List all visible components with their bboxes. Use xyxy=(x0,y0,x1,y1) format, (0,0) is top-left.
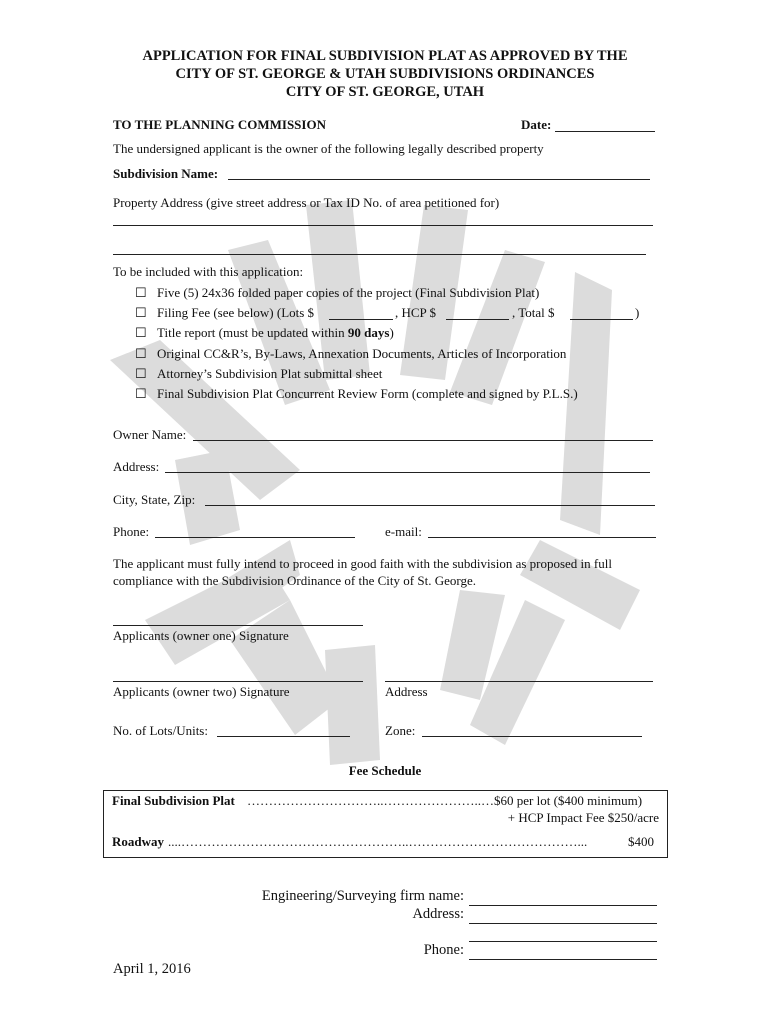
title-line-2: CITY OF ST. GEORGE & UTAH SUBDIVISIONS ORDINANCES xyxy=(175,66,595,82)
title-line-3: CITY OF ST. GEORGE, UTAH xyxy=(285,84,485,100)
property-address-field-1[interactable] xyxy=(113,225,653,226)
roadway-fee-label: Roadway xyxy=(112,834,165,849)
checklist-item-label: Five (5) 24x36 folded paper copies of the project (Final Subdivision Plat) xyxy=(157,285,540,300)
hcp-impact-fee: + HCP Impact Fee $250/acre xyxy=(507,810,659,825)
roadway-fee-amount: $400 xyxy=(628,834,654,849)
lots-units-label: No. of Lots/Units: xyxy=(113,723,208,738)
subdivision-name-field[interactable] xyxy=(228,179,650,180)
city-state-zip-label: City, State, Zip: xyxy=(113,492,196,507)
final-plat-dots: …………………………..…………………..… xyxy=(247,793,494,808)
phone-label: Phone: xyxy=(113,524,150,539)
title-report-days: 90 days xyxy=(347,325,390,340)
engineering-firm-label: Engineering/Surveying firm name: xyxy=(261,888,464,904)
roadway-dots: ....……………………………………………..…………………………………... xyxy=(168,834,588,849)
phone-field[interactable] xyxy=(155,537,355,538)
hcp-fee-field[interactable] xyxy=(446,319,509,320)
lots-fee-field[interactable] xyxy=(329,319,393,320)
checklist-item[interactable] xyxy=(135,305,314,321)
email-field[interactable] xyxy=(428,537,656,538)
engineering-address-field[interactable] xyxy=(469,923,657,924)
fee-schedule-heading: Fee Schedule xyxy=(348,763,422,778)
owner-two-signature-field[interactable] xyxy=(113,681,363,682)
engineering-phone-field[interactable] xyxy=(469,959,657,960)
checkbox-icon[interactable]: ☐ xyxy=(135,285,147,300)
hcp-label: , HCP $ xyxy=(395,305,437,320)
engineering-address-field-2[interactable] xyxy=(469,941,657,942)
final-plat-fee-label: Final Subdivision Plat xyxy=(112,793,235,808)
statement-line-2: compliance with the Subdivision Ordinance of the City of St. George. xyxy=(113,573,476,588)
owner-one-signature-label: Applicants (owner one) Signature xyxy=(113,628,289,643)
checklist-item-label: Original CC&R’s, By-Laws, Annexation Documents, Articles of Incorporation xyxy=(157,346,567,361)
owner-address-label: Address: xyxy=(113,459,160,474)
owner-one-signature-field[interactable] xyxy=(113,625,363,626)
title-line-1: APPLICATION FOR FINAL SUBDIVISION PLAT AS APPROVED BY THE xyxy=(142,48,628,64)
statement-line-1: The applicant must fully intend to proceed in good faith with the subdivision as proposed in full xyxy=(113,556,612,571)
signature-address-label: Address xyxy=(385,684,428,699)
owner-name-label: Owner Name: xyxy=(113,427,187,442)
owner-two-signature-label: Applicants (owner two) Signature xyxy=(113,684,290,699)
engineering-phone-label: Phone: xyxy=(423,942,464,958)
checkbox-icon[interactable]: ☐ xyxy=(135,325,147,340)
title-report-label: Title report (must be updated within xyxy=(157,325,348,340)
zone-label: Zone: xyxy=(385,723,416,738)
engineering-firm-field[interactable] xyxy=(469,905,657,906)
total-fee-field[interactable] xyxy=(570,319,633,320)
date-field[interactable] xyxy=(555,131,655,132)
included-heading: To be included with this application: xyxy=(113,264,304,279)
lots-units-field[interactable] xyxy=(217,736,350,737)
checkbox-icon[interactable]: ☐ xyxy=(135,386,147,401)
final-plat-fee-amount: $60 per lot ($400 minimum) xyxy=(494,793,643,808)
engineering-address-label: Address: xyxy=(412,906,464,922)
owner-name-field[interactable] xyxy=(193,440,653,441)
checkbox-icon[interactable]: ☐ xyxy=(135,305,147,320)
signature-address-field[interactable] xyxy=(385,681,653,682)
checklist-item[interactable] xyxy=(135,346,566,362)
to-planning-commission: TO THE PLANNING COMMISSION xyxy=(113,117,326,132)
checklist-item[interactable] xyxy=(135,285,539,301)
checkbox-icon[interactable]: ☐ xyxy=(135,366,147,381)
checklist-item[interactable]: ☐ Title report (must be updated within 90 days) xyxy=(135,325,394,340)
filing-fee-close: ) xyxy=(635,305,640,320)
watermark-ray xyxy=(450,250,545,405)
city-state-zip-field[interactable] xyxy=(205,505,655,506)
total-label: , Total $ xyxy=(512,305,555,320)
checklist-item[interactable] xyxy=(135,386,578,402)
property-address-field-2[interactable] xyxy=(113,254,646,255)
checklist-item[interactable] xyxy=(135,366,382,382)
email-label: e-mail: xyxy=(385,524,422,539)
filing-fee-label: Filing Fee (see below) (Lots $ xyxy=(157,305,315,320)
watermark-ray xyxy=(560,272,612,535)
zone-field[interactable] xyxy=(422,736,642,737)
subdivision-name-label: Subdivision Name: xyxy=(113,166,219,181)
watermark-ray xyxy=(325,645,380,765)
intro-text: The undersigned applicant is the owner of the following legally described property xyxy=(113,141,544,156)
checklist-item-label: Attorney’s Subdivision Plat submittal sheet xyxy=(157,366,383,381)
owner-address-field[interactable] xyxy=(165,472,650,473)
property-address-label: Property Address (give street address or Tax ID No. of area petitioned for) xyxy=(113,195,500,210)
checkbox-icon[interactable]: ☐ xyxy=(135,346,147,361)
date-label: Date: xyxy=(521,117,552,132)
document-date: April 1, 2016 xyxy=(113,961,191,977)
checklist-item-label: Final Subdivision Plat Concurrent Review Form (complete and signed by P.L.S.) xyxy=(157,386,578,401)
